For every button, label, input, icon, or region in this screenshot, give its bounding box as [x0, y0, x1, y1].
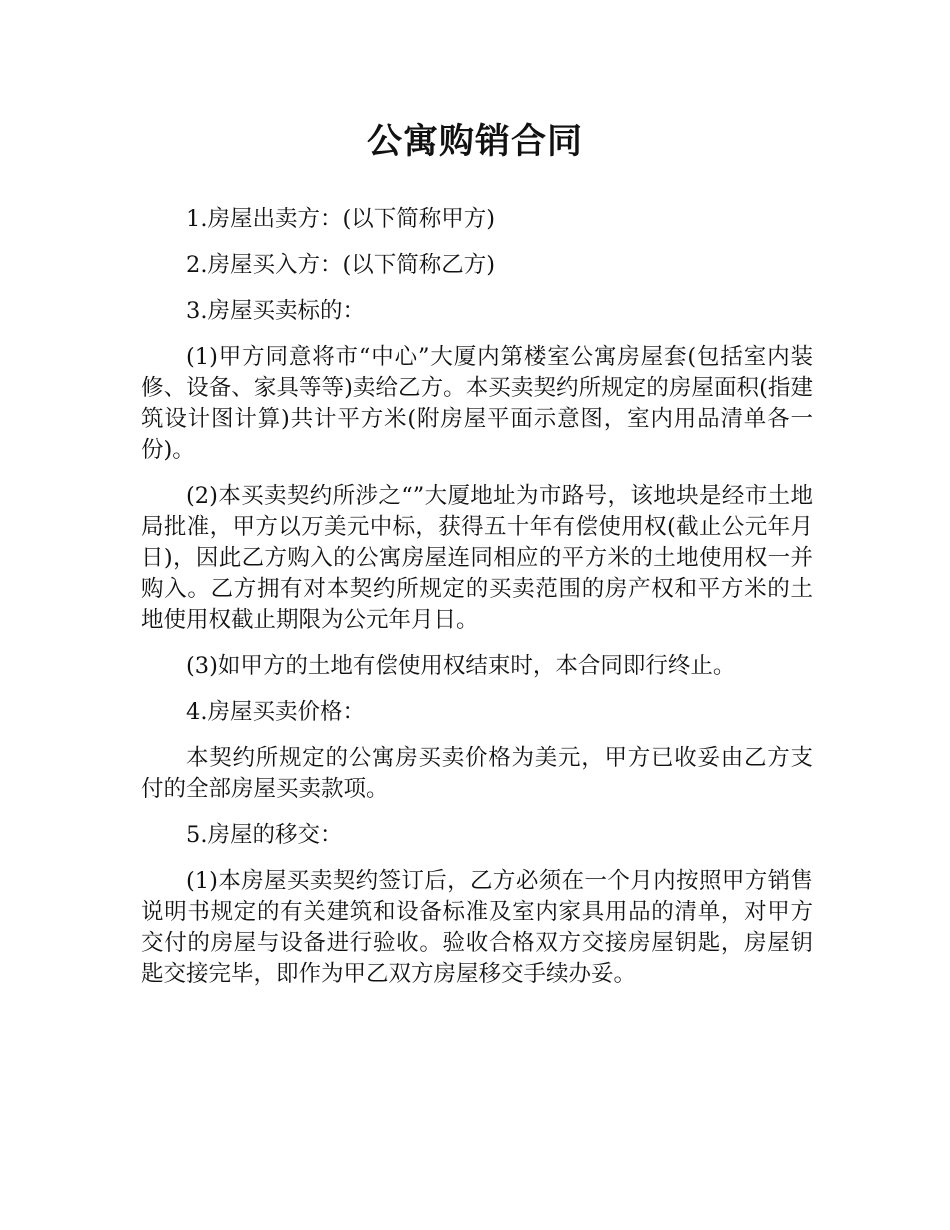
- paragraph-subject-2: (2)本买卖契约所涉之“”大厦地址为市路号，该地块是经市土地局批准，甲方以万美元中标，获得五十年有偿使用权(截止公元年月日)，因此乙方购入的公寓房屋连同相应的平方米的土地使用权一并购入。乙方拥有对本契约所规定的买卖范围的房产权和平方米的土地使用权截止期限为公元年月日。: [141, 483, 813, 633]
- paragraph-subject-3: (3)如甲方的土地有偿使用权结束时，本合同即行终止。: [186, 653, 736, 679]
- paragraph-subject-heading: 3.房屋买卖标的：: [186, 298, 365, 324]
- document-body: [141, 204, 813, 1005]
- paragraph-subject-1: (1)甲方同意将市“中心”大厦内第楼室公寓房屋套(包括室内装修、设备、家具等等)卖给乙方。本买卖契约所规定的房屋面积(指建筑设计图计算)共计平方米(附房屋平面示意图，室内用品清单各一份)。: [141, 344, 813, 463]
- paragraph-handover-1: (1)本房屋买卖契约签订后，乙方必须在一个月内按照甲方销售说明书规定的有关建筑和设备标准及室内家具用品的清单，对甲方交付的房屋与设备进行验收。验收合格双方交接房屋钥匙，房屋钥匙交接完毕，即作为甲乙双方房屋移交手续办妥。: [141, 868, 813, 987]
- paragraph-handover-heading: 5.房屋的移交：: [186, 822, 343, 848]
- paragraph-price-heading: 4.房屋买卖价格：: [186, 699, 365, 725]
- paragraph-buyer: 2.房屋买入方：(以下简称乙方): [186, 252, 496, 278]
- paragraph-seller: 1.房屋出卖方：(以下简称甲方): [186, 206, 496, 232]
- document-title: 公寓购销合同: [366, 122, 583, 162]
- paragraph-price: 本契约所规定的公寓房买卖价格为美元，甲方已收妥由乙方支付的全部房屋买卖款项。: [141, 745, 813, 802]
